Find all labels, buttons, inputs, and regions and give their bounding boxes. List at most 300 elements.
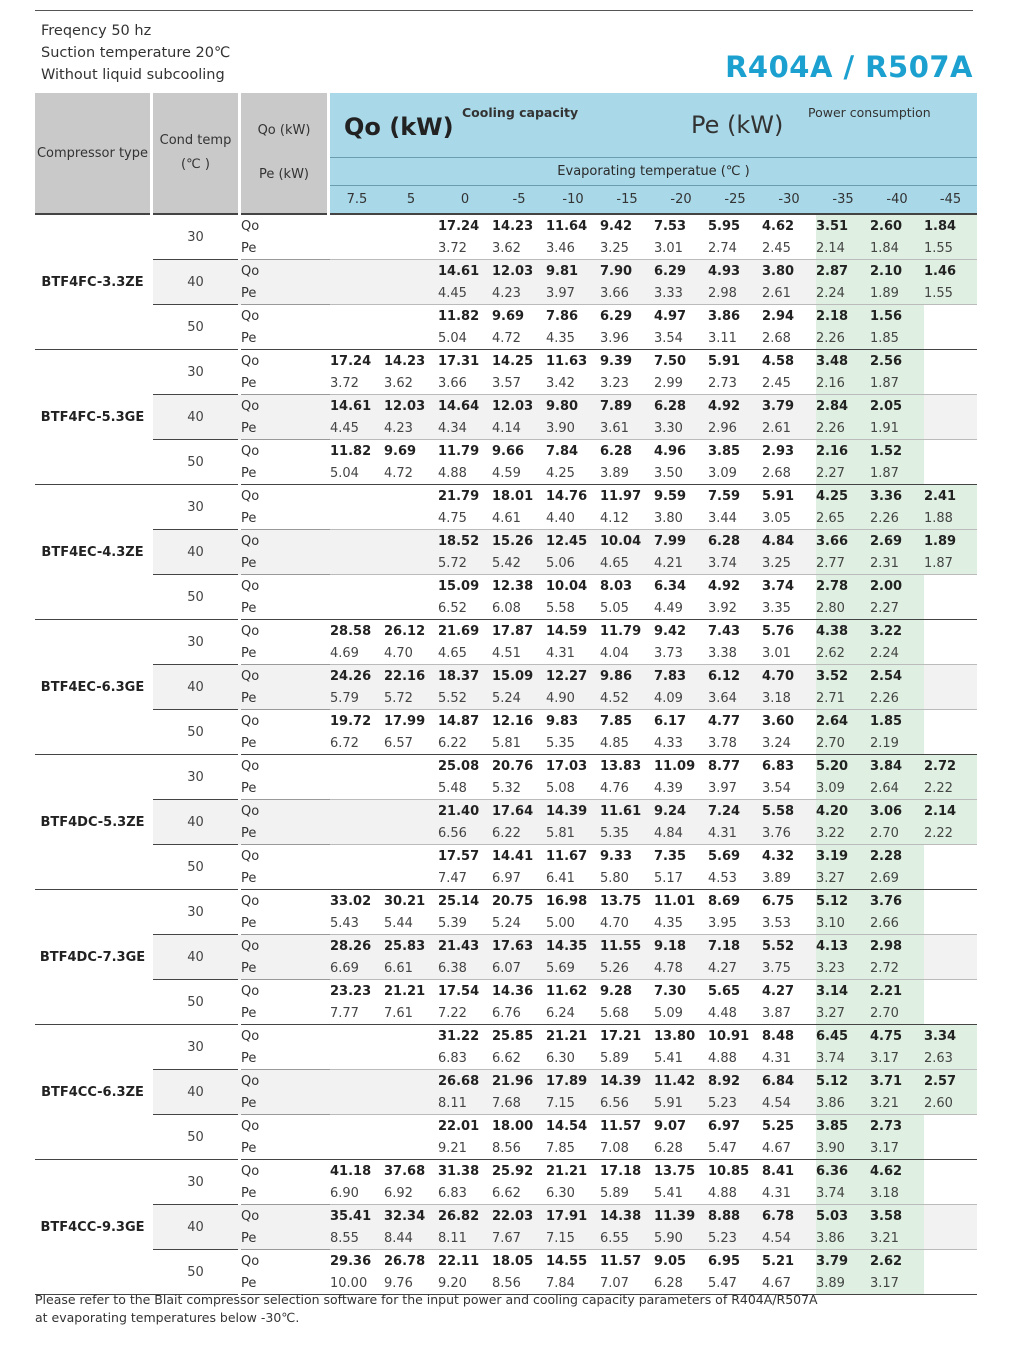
pe-value: 3.92 <box>708 597 762 620</box>
qo-value: 18.00 <box>492 1118 534 1134</box>
pe-value: 5.80 <box>600 867 654 890</box>
pe-value: 6.62 <box>492 1182 546 1205</box>
pe-value: 6.56 <box>600 1092 654 1115</box>
pe-value: 4.67 <box>762 1137 816 1160</box>
pe-value <box>924 327 977 350</box>
qo-row-label: Qo <box>241 758 260 774</box>
pe-value: 7.85 <box>546 1137 600 1160</box>
qo-value: 9.33 <box>600 848 633 864</box>
test-conditions <box>41 20 230 86</box>
qo-value: 7.18 <box>708 935 762 958</box>
pe-value <box>330 507 384 530</box>
qo-value: 5.69 <box>708 848 741 864</box>
qo-value: 8.77 <box>708 758 741 774</box>
qo-value: 11.57 <box>600 1253 642 1269</box>
pe-value: 10.00 <box>330 1272 384 1295</box>
qo-value: 17.87 <box>492 623 534 639</box>
qo-value: 11.63 <box>546 353 588 369</box>
pe-row-label: Pe <box>241 1227 327 1250</box>
qo-value: 21.21 <box>384 983 426 999</box>
pe-value: 3.11 <box>708 327 762 350</box>
pe-value: 3.42 <box>546 372 600 395</box>
table-row <box>35 755 977 778</box>
qo-value: 11.67 <box>546 848 588 864</box>
qo-value: 2.73 <box>870 1115 924 1138</box>
table-row <box>35 890 977 913</box>
qo-value: 7.85 <box>600 713 633 729</box>
pe-value: 2.26 <box>816 327 870 350</box>
qo-value: 5.25 <box>762 1118 795 1134</box>
qo-value: 7.59 <box>708 488 741 504</box>
cond-temp-header <box>153 93 238 214</box>
qo-value: 7.83 <box>654 665 708 688</box>
pe-value: 4.72 <box>384 462 438 485</box>
qo-value: 12.38 <box>492 578 534 594</box>
qo-value: 3.58 <box>870 1205 924 1228</box>
pe-value: 2.45 <box>762 372 816 395</box>
pe-value <box>924 1137 977 1160</box>
qo-value: 4.75 <box>870 1025 924 1048</box>
qo-value: 18.05 <box>492 1253 534 1269</box>
pe-row-label: Pe <box>241 822 327 845</box>
qo-value <box>384 214 438 237</box>
qo-value: 4.58 <box>762 353 795 369</box>
qo-header-label: Qo (kW) <box>257 123 311 138</box>
qo-value: 2.62 <box>870 1250 924 1273</box>
qo-value: 3.76 <box>870 890 924 913</box>
qo-value: 4.13 <box>816 935 870 958</box>
qo-value: 5.03 <box>816 1205 870 1228</box>
pe-value: 1.55 <box>924 237 977 260</box>
qo-value: 15.09 <box>438 578 480 594</box>
pe-value: 4.84 <box>654 822 708 845</box>
pe-value: 3.44 <box>708 507 762 530</box>
table-row <box>35 1025 977 1048</box>
table-row <box>35 980 977 1003</box>
pe-value: 9.20 <box>438 1272 492 1295</box>
qo-value <box>384 260 438 283</box>
qo-value: 14.25 <box>492 353 534 369</box>
pe-value: 4.31 <box>546 642 600 665</box>
pe-value: 3.10 <box>816 912 870 935</box>
pe-value: 2.24 <box>816 282 870 305</box>
pe-value: 3.50 <box>654 462 708 485</box>
power-consumption-label: Power consumption <box>808 105 931 120</box>
pe-value: 3.09 <box>816 777 870 800</box>
pe-value: 7.15 <box>546 1227 600 1250</box>
cond-temp-value: 40 <box>153 260 238 305</box>
pe-value: 5.91 <box>654 1092 708 1115</box>
pe-value: 3.25 <box>600 237 654 260</box>
qo-value: 17.21 <box>600 1028 642 1044</box>
qo-value: 1.85 <box>870 710 924 733</box>
pe-row-label: Pe <box>241 867 327 890</box>
pe-value: 6.76 <box>492 1002 546 1025</box>
pe-row-label: Pe <box>241 912 327 935</box>
qo-value: 9.07 <box>654 1118 687 1134</box>
pe-value: 2.77 <box>816 552 870 575</box>
pe-value: 2.16 <box>816 372 870 395</box>
qo-value: 3.85 <box>708 443 741 459</box>
qo-value: 2.69 <box>870 530 924 553</box>
qo-value: 2.94 <box>762 308 795 324</box>
pe-value: 6.83 <box>438 1047 492 1070</box>
pe-value: 3.74 <box>816 1182 870 1205</box>
pe-row-label: Pe <box>241 732 327 755</box>
pe-value <box>924 462 977 485</box>
qo-value: 3.60 <box>762 713 795 729</box>
qo-value: 25.85 <box>492 1028 534 1044</box>
pe-value: 2.27 <box>870 597 924 620</box>
qo-value: 16.98 <box>546 893 588 909</box>
qo-value: 1.46 <box>924 260 977 283</box>
pe-value: 5.58 <box>546 597 600 620</box>
pe-value: 3.24 <box>762 732 816 755</box>
qo-value: 3.86 <box>708 308 741 324</box>
pe-value: 5.05 <box>600 597 654 620</box>
cond-temp-value: 50 <box>153 305 238 350</box>
pe-row-label: Pe <box>241 1182 327 1205</box>
pe-value: 4.59 <box>492 462 546 485</box>
pe-value: 5.72 <box>384 687 438 710</box>
qo-value: 25.92 <box>492 1163 534 1179</box>
cond-temp-value: 30 <box>153 890 238 935</box>
pe-value: 4.70 <box>384 642 438 665</box>
evap-temp-7: -25 <box>708 185 762 214</box>
pe-value: 1.91 <box>870 417 924 440</box>
pe-value: 2.61 <box>762 282 816 305</box>
qo-value: 5.91 <box>708 353 741 369</box>
pe-value <box>330 822 384 845</box>
compressor-model: BTF4FC-3.3ZE <box>35 214 150 350</box>
pe-value: 6.57 <box>384 732 438 755</box>
pe-value: 2.45 <box>762 237 816 260</box>
qo-value <box>330 530 384 553</box>
table-row <box>35 395 977 418</box>
pe-value: 4.76 <box>600 777 654 800</box>
pe-row-label: Pe <box>241 462 327 485</box>
qo-value: 8.69 <box>708 893 741 909</box>
pe-value <box>330 867 384 890</box>
table-row <box>35 350 977 373</box>
pe-value: 3.86 <box>816 1092 870 1115</box>
qo-value: 9.86 <box>600 665 654 688</box>
qo-value: 4.70 <box>762 665 816 688</box>
pe-value: 3.09 <box>708 462 762 485</box>
qo-value: 28.58 <box>330 623 372 639</box>
evap-temp-10: -40 <box>870 185 924 214</box>
qo-value: 9.69 <box>384 443 417 459</box>
qo-value: 7.24 <box>708 800 762 823</box>
pe-row-label: Pe <box>241 417 327 440</box>
qo-value: 3.34 <box>924 1025 977 1048</box>
qo-value: 11.39 <box>654 1205 708 1228</box>
pe-value: 4.35 <box>546 327 600 350</box>
qo-value: 6.95 <box>708 1253 741 1269</box>
pe-value: 2.14 <box>816 237 870 260</box>
qo-value: 14.61 <box>438 260 492 283</box>
pe-value: 6.69 <box>330 957 384 980</box>
qo-value <box>330 1025 384 1048</box>
qo-value <box>384 575 438 598</box>
top-rule <box>35 10 973 11</box>
pe-value: 6.38 <box>438 957 492 980</box>
qo-value: 2.21 <box>870 980 924 1003</box>
pe-value: 2.27 <box>816 462 870 485</box>
qo-value: 6.28 <box>708 530 762 553</box>
evap-temp-0: 7.5 <box>330 185 384 214</box>
pe-value: 6.28 <box>654 1272 708 1295</box>
pe-value: 5.72 <box>438 552 492 575</box>
qo-value <box>330 575 384 598</box>
qo-value: 11.97 <box>600 488 642 504</box>
pe-value: 4.23 <box>384 417 438 440</box>
pe-value: 3.72 <box>438 237 492 260</box>
pe-value: 4.52 <box>600 687 654 710</box>
qo-value <box>924 1115 977 1138</box>
qo-value: 6.84 <box>762 1070 816 1093</box>
compressor-type-header: Compressor type <box>35 93 150 214</box>
compressor-model: BTF4EC-4.3ZE <box>35 485 150 620</box>
pe-value: 3.62 <box>384 372 438 395</box>
pe-value: 2.65 <box>816 507 870 530</box>
pe-value: 2.24 <box>870 642 924 665</box>
pe-value: 3.22 <box>816 822 870 845</box>
qo-value: 26.78 <box>384 1253 426 1269</box>
pe-value: 6.22 <box>492 822 546 845</box>
qo-value: 9.69 <box>492 308 525 324</box>
pe-row-label: Pe <box>241 597 327 620</box>
pe-row-label: Pe <box>241 1272 327 1295</box>
qo-value: 14.54 <box>546 1118 588 1134</box>
qo-value: 12.45 <box>546 530 600 553</box>
table-row <box>35 1070 977 1093</box>
qo-value: 17.63 <box>492 935 546 958</box>
qo-value: 23.23 <box>330 983 372 999</box>
pe-value: 2.71 <box>816 687 870 710</box>
pe-value: 3.01 <box>654 237 708 260</box>
qo-value: 33.02 <box>330 893 372 909</box>
capacity-header-banner <box>330 93 977 157</box>
qo-value: 11.09 <box>654 758 696 774</box>
pe-value <box>384 552 438 575</box>
pe-value: 9.21 <box>438 1137 492 1160</box>
footnote-line-1: Please refer to the Blait compressor selection software for the input power and cooling capacity parameters of R404A/R507A <box>35 1292 818 1307</box>
qo-value: 17.91 <box>546 1205 600 1228</box>
pe-value: 3.25 <box>762 552 816 575</box>
pe-value: 3.21 <box>870 1227 924 1250</box>
pe-value: 7.67 <box>492 1227 546 1250</box>
pe-row-label: Pe <box>241 237 327 260</box>
pe-value <box>330 237 384 260</box>
table-row <box>35 530 977 553</box>
pe-value: 3.38 <box>708 642 762 665</box>
qo-row-label: Qo <box>241 353 260 369</box>
qo-value: 8.03 <box>600 578 633 594</box>
pe-value: 8.11 <box>438 1092 492 1115</box>
qo-value: 6.36 <box>816 1160 870 1183</box>
cond-temp-value: 50 <box>153 1115 238 1160</box>
qo-value: 8.92 <box>708 1070 762 1093</box>
pe-value: 4.88 <box>708 1047 762 1070</box>
pe-value: 4.34 <box>438 417 492 440</box>
pe-value: 2.80 <box>816 597 870 620</box>
qo-value <box>330 1115 384 1138</box>
qo-value <box>384 485 438 508</box>
pe-value: 4.65 <box>600 552 654 575</box>
pe-value: 7.07 <box>600 1272 654 1295</box>
pe-value <box>330 597 384 620</box>
qo-value <box>924 395 977 418</box>
qo-value <box>330 305 384 328</box>
qo-value: 10.85 <box>708 1163 750 1179</box>
pe-value: 5.68 <box>600 1002 654 1025</box>
pe-value <box>384 1047 438 1070</box>
qo-value: 4.32 <box>762 848 795 864</box>
pe-row-label: Pe <box>241 327 327 350</box>
qo-value: 11.55 <box>600 935 654 958</box>
pe-value: 5.35 <box>546 732 600 755</box>
pe-value: 6.28 <box>654 1137 708 1160</box>
qo-value <box>924 935 977 958</box>
pe-value: 1.84 <box>870 237 924 260</box>
qo-value: 1.84 <box>924 214 977 237</box>
qo-value: 7.89 <box>600 395 654 418</box>
qo-row-label: Qo <box>241 665 327 688</box>
qo-row-label: Qo <box>241 848 260 864</box>
pe-value: 4.25 <box>546 462 600 485</box>
qo-value: 25.83 <box>384 935 438 958</box>
table-row <box>35 1115 977 1138</box>
qo-value: 6.28 <box>654 395 708 418</box>
pe-value <box>384 777 438 800</box>
qo-value: 6.28 <box>600 443 633 459</box>
pe-value: 3.96 <box>600 327 654 350</box>
pe-value: 7.68 <box>492 1092 546 1115</box>
qo-value: 31.22 <box>438 1028 480 1044</box>
qo-value: 3.74 <box>762 578 795 594</box>
pe-value: 2.68 <box>762 462 816 485</box>
pe-value: 8.11 <box>438 1227 492 1250</box>
pe-value: 5.08 <box>546 777 600 800</box>
qo-value: 4.25 <box>816 485 870 508</box>
pe-value: 9.76 <box>384 1272 438 1295</box>
qo-value: 6.29 <box>654 260 708 283</box>
qo-value: 1.56 <box>870 305 924 328</box>
pe-value: 6.62 <box>492 1047 546 1070</box>
qo-row-label: Qo <box>241 578 260 594</box>
pe-value: 4.90 <box>546 687 600 710</box>
qo-value: 4.62 <box>762 218 795 234</box>
pe-value: 5.23 <box>708 1227 762 1250</box>
pe-value: 5.47 <box>708 1272 762 1295</box>
qo-value: 21.69 <box>438 623 480 639</box>
qo-value: 3.66 <box>816 530 870 553</box>
cond-temp-unit: (℃ ) <box>181 157 210 172</box>
qo-value <box>924 575 977 598</box>
pe-value: 7.08 <box>600 1137 654 1160</box>
qo-value: 2.16 <box>816 440 870 463</box>
pe-value: 5.35 <box>600 822 654 845</box>
cond-temp-value: 50 <box>153 575 238 620</box>
pe-value: 3.17 <box>870 1272 924 1295</box>
pe-value: 6.92 <box>384 1182 438 1205</box>
qo-value: 21.21 <box>546 1163 588 1179</box>
pe-value: 2.99 <box>654 372 708 395</box>
pe-value: 7.47 <box>438 867 492 890</box>
qo-value: 22.01 <box>438 1118 480 1134</box>
pe-value: 2.26 <box>816 417 870 440</box>
qo-value: 2.60 <box>870 214 924 237</box>
pe-value: 4.23 <box>492 282 546 305</box>
pe-value <box>384 507 438 530</box>
pe-value: 3.76 <box>762 822 816 845</box>
qo-value <box>924 1160 977 1183</box>
pe-value: 3.75 <box>762 957 816 980</box>
pe-value: 4.54 <box>762 1092 816 1115</box>
pe-value: 6.30 <box>546 1047 600 1070</box>
qo-value <box>924 845 977 868</box>
qo-value: 8.88 <box>708 1205 762 1228</box>
pe-value: 3.89 <box>762 867 816 890</box>
qo-value: 14.39 <box>546 800 600 823</box>
qo-value: 5.58 <box>762 800 816 823</box>
table-row <box>35 485 977 508</box>
pe-value <box>330 552 384 575</box>
evap-temp-1: 5 <box>384 185 438 214</box>
pe-value <box>924 867 977 890</box>
qo-value: 7.90 <box>600 260 654 283</box>
pe-value <box>330 1137 384 1160</box>
qo-value: 9.42 <box>600 218 633 234</box>
qo-value: 7.30 <box>654 983 687 999</box>
qo-value: 31.38 <box>438 1163 480 1179</box>
pe-value <box>924 1182 977 1205</box>
pe-value: 6.72 <box>330 732 384 755</box>
pe-value: 3.86 <box>816 1227 870 1250</box>
pe-row-label: Pe <box>241 642 327 665</box>
qo-value: 6.17 <box>654 713 687 729</box>
qo-value: 1.52 <box>870 440 924 463</box>
qo-value: 12.03 <box>384 395 438 418</box>
pe-value: 6.07 <box>492 957 546 980</box>
pe-value: 4.67 <box>762 1272 816 1295</box>
qo-value: 7.84 <box>546 443 579 459</box>
qo-value: 11.79 <box>600 623 642 639</box>
qo-value: 7.35 <box>654 848 687 864</box>
qo-value: 21.21 <box>546 1028 588 1044</box>
qo-value: 8.41 <box>762 1163 795 1179</box>
cond-temp-value: 50 <box>153 710 238 755</box>
cond-temp-value: 40 <box>153 935 238 980</box>
pe-value: 3.27 <box>816 867 870 890</box>
pe-value <box>924 1002 977 1025</box>
pe-value: 5.47 <box>708 1137 762 1160</box>
pe-header-label: Pe (kW) <box>258 167 310 182</box>
qo-value: 3.36 <box>870 485 924 508</box>
pe-value: 5.41 <box>654 1047 708 1070</box>
pe-value: 5.79 <box>330 687 384 710</box>
pe-value: 4.40 <box>546 507 600 530</box>
pe-value <box>330 327 384 350</box>
pe-value: 4.75 <box>438 507 492 530</box>
pe-value: 4.54 <box>762 1227 816 1250</box>
pe-value: 6.83 <box>438 1182 492 1205</box>
pe-value: 4.65 <box>438 642 492 665</box>
table-row <box>35 665 977 688</box>
cond-temp-value: 40 <box>153 1070 238 1115</box>
pe-value: 3.54 <box>654 327 708 350</box>
